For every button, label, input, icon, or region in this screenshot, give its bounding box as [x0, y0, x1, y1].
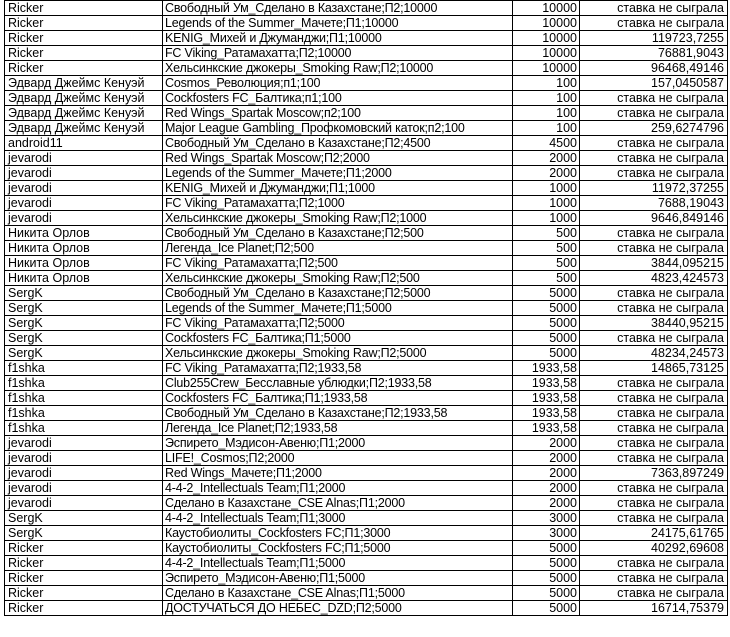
table-row	[5, 406, 728, 421]
bet-cell: Эспирето_Мэдисон-Авеню;П1;2000	[163, 436, 513, 451]
amount-cell: 500	[513, 271, 580, 286]
table-row	[5, 511, 728, 526]
result-cell: ставка не сыграла	[580, 571, 728, 586]
user-cell: Ricker	[5, 571, 163, 586]
bet-cell: FC Viking_Ратамахатта;П2;5000	[163, 316, 513, 331]
bet-cell: KENIG_Михей и Джуманджи;П1;10000	[163, 31, 513, 46]
user-cell: Никита Орлов	[5, 241, 163, 256]
user-cell: SergK	[5, 511, 163, 526]
table-row	[5, 301, 728, 316]
table-row	[5, 76, 728, 91]
table-row	[5, 271, 728, 286]
amount-cell: 5000	[513, 586, 580, 601]
table-row	[5, 346, 728, 361]
bet-cell: Major League Gambling_Профкомовский каток;п2;100	[163, 121, 513, 136]
user-cell: SergK	[5, 526, 163, 541]
table-row	[5, 526, 728, 541]
amount-cell: 500	[513, 256, 580, 271]
user-cell: jevarodi	[5, 496, 163, 511]
user-cell: Никита Орлов	[5, 271, 163, 286]
user-cell: f1shka	[5, 406, 163, 421]
user-cell: SergK	[5, 346, 163, 361]
result-cell: ставка не сыграла	[580, 376, 728, 391]
table-row	[5, 421, 728, 436]
table-row	[5, 31, 728, 46]
amount-cell: 10000	[513, 16, 580, 31]
bet-cell: Легенда_Ice Planet;П2;500	[163, 241, 513, 256]
user-cell: Эдвард Джеймс Кенуэй	[5, 106, 163, 121]
amount-cell: 5000	[513, 316, 580, 331]
amount-cell: 2000	[513, 481, 580, 496]
bet-cell: 4-4-2_Intellectuals Team;П1;2000	[163, 481, 513, 496]
result-cell: 24175,61765	[580, 526, 728, 541]
amount-cell: 1933,58	[513, 391, 580, 406]
table-row	[5, 226, 728, 241]
user-cell: jevarodi	[5, 211, 163, 226]
bet-cell: Cosmos_Революция;п1;100	[163, 76, 513, 91]
table-row	[5, 391, 728, 406]
amount-cell: 1933,58	[513, 406, 580, 421]
result-cell: ставка не сыграла	[580, 436, 728, 451]
bet-cell: Red Wings_Мачете;П1;2000	[163, 466, 513, 481]
amount-cell: 100	[513, 121, 580, 136]
bet-cell: FC Viking_Ратамахатта;П2;500	[163, 256, 513, 271]
amount-cell: 2000	[513, 466, 580, 481]
amount-cell: 1933,58	[513, 361, 580, 376]
table-row	[5, 541, 728, 556]
result-cell: ставка не сыграла	[580, 481, 728, 496]
user-cell: f1shka	[5, 421, 163, 436]
table-row	[5, 376, 728, 391]
user-cell: SergK	[5, 301, 163, 316]
bet-cell: FC Viking_Ратамахатта;П2;10000	[163, 46, 513, 61]
amount-cell: 5000	[513, 556, 580, 571]
user-cell: jevarodi	[5, 481, 163, 496]
amount-cell: 5000	[513, 301, 580, 316]
bet-cell: FC Viking_Ратамахатта;П2;1933,58	[163, 361, 513, 376]
table-row	[5, 451, 728, 466]
bet-cell: Сделано в Казахстане_CSE Alnas;П1;2000	[163, 496, 513, 511]
table-row	[5, 211, 728, 226]
amount-cell: 100	[513, 106, 580, 121]
result-cell: 119723,7255	[580, 31, 728, 46]
user-cell: Ricker	[5, 31, 163, 46]
user-cell: SergK	[5, 331, 163, 346]
table-row	[5, 316, 728, 331]
bet-cell: 4-4-2_Intellectuals Team;П1;3000	[163, 511, 513, 526]
bet-cell: Свободный Ум_Сделано в Казахстане;П2;5000	[163, 286, 513, 301]
amount-cell: 2000	[513, 166, 580, 181]
result-cell: ставка не сыграла	[580, 91, 728, 106]
user-cell: Никита Орлов	[5, 256, 163, 271]
amount-cell: 10000	[513, 46, 580, 61]
table-row	[5, 571, 728, 586]
result-cell: ставка не сыграла	[580, 421, 728, 436]
amount-cell: 4500	[513, 136, 580, 151]
user-cell: Эдвард Джеймс Кенуэй	[5, 121, 163, 136]
table-row	[5, 136, 728, 151]
user-cell: f1shka	[5, 391, 163, 406]
amount-cell: 10000	[513, 61, 580, 76]
result-cell: 7363,897249	[580, 466, 728, 481]
amount-cell: 3000	[513, 526, 580, 541]
table-row	[5, 196, 728, 211]
bet-cell: Легенда_Ice Planet;П2;1933,58	[163, 421, 513, 436]
user-cell: f1shka	[5, 361, 163, 376]
bet-cell: 4-4-2_Intellectuals Team;П1;5000	[163, 556, 513, 571]
table-row	[5, 121, 728, 136]
bet-cell: Свободный Ум_Сделано в Казахстане;П2;4500	[163, 136, 513, 151]
table-row	[5, 106, 728, 121]
amount-cell: 3000	[513, 511, 580, 526]
bet-cell: FC Viking_Ратамахатта;П2;1000	[163, 196, 513, 211]
result-cell: 11972,37255	[580, 181, 728, 196]
table-row	[5, 496, 728, 511]
result-cell: ставка не сыграла	[580, 241, 728, 256]
user-cell: Ricker	[5, 586, 163, 601]
user-cell: Эдвард Джеймс Кенуэй	[5, 76, 163, 91]
result-cell: 157,0450587	[580, 76, 728, 91]
table-row	[5, 166, 728, 181]
result-cell: ставка не сыграла	[580, 136, 728, 151]
bet-cell: Club255Crew_Бесславные ублюдки;П2;1933,58	[163, 376, 513, 391]
result-cell: 14865,73125	[580, 361, 728, 376]
user-cell: jevarodi	[5, 166, 163, 181]
table-row	[5, 286, 728, 301]
table-row	[5, 241, 728, 256]
amount-cell: 500	[513, 241, 580, 256]
result-cell: ставка не сыграла	[580, 451, 728, 466]
user-cell: jevarodi	[5, 466, 163, 481]
result-cell: ставка не сыграла	[580, 331, 728, 346]
table-row	[5, 256, 728, 271]
bet-cell: Каустобиолиты_Cockfosters FC;П1;3000	[163, 526, 513, 541]
result-cell: ставка не сыграла	[580, 151, 728, 166]
result-cell: ставка не сыграла	[580, 286, 728, 301]
amount-cell: 1000	[513, 211, 580, 226]
bet-cell: Свободный Ум_Сделано в Казахстане;П2;10000	[163, 1, 513, 16]
user-cell: Ricker	[5, 46, 163, 61]
user-cell: SergK	[5, 316, 163, 331]
table-row	[5, 586, 728, 601]
user-cell: jevarodi	[5, 181, 163, 196]
result-cell: 38440,95215	[580, 316, 728, 331]
bet-cell: Каустобиолиты_Cockfosters FC;П1;5000	[163, 541, 513, 556]
amount-cell: 2000	[513, 151, 580, 166]
table-row	[5, 436, 728, 451]
bet-cell: Эспирето_Мэдисон-Авеню;П1;5000	[163, 571, 513, 586]
result-cell: ставка не сыграла	[580, 511, 728, 526]
amount-cell: 2000	[513, 496, 580, 511]
result-cell: ставка не сыграла	[580, 226, 728, 241]
amount-cell: 5000	[513, 346, 580, 361]
result-cell: 16714,75379	[580, 601, 728, 616]
table-row	[5, 61, 728, 76]
user-cell: Ricker	[5, 556, 163, 571]
bet-cell: Сделано в Казахстане_CSE Alnas;П1;5000	[163, 586, 513, 601]
amount-cell: 5000	[513, 541, 580, 556]
amount-cell: 5000	[513, 571, 580, 586]
amount-cell: 2000	[513, 436, 580, 451]
user-cell: Эдвард Джеймс Кенуэй	[5, 91, 163, 106]
table-row	[5, 1, 728, 16]
bet-cell: KENIG_Михей и Джуманджи;П1;1000	[163, 181, 513, 196]
table-row	[5, 331, 728, 346]
amount-cell: 1000	[513, 181, 580, 196]
bet-cell: Cockfosters FC_Балтика;П1;5000	[163, 331, 513, 346]
result-cell: ставка не сыграла	[580, 301, 728, 316]
amount-cell: 500	[513, 226, 580, 241]
table-row	[5, 46, 728, 61]
result-cell: 259,6274796	[580, 121, 728, 136]
bet-cell: Хельсинкские джокеры_Smoking Raw;П2;5000	[163, 346, 513, 361]
result-cell: ставка не сыграла	[580, 1, 728, 16]
bets-table-body	[5, 1, 728, 616]
amount-cell: 1000	[513, 196, 580, 211]
user-cell: jevarodi	[5, 196, 163, 211]
table-row	[5, 151, 728, 166]
user-cell: f1shka	[5, 376, 163, 391]
amount-cell: 100	[513, 91, 580, 106]
result-cell: ставка не сыграла	[580, 166, 728, 181]
table-row	[5, 16, 728, 31]
result-cell: ставка не сыграла	[580, 406, 728, 421]
result-cell: 40292,69608	[580, 541, 728, 556]
table-row	[5, 466, 728, 481]
bet-cell: Cockfosters FC_Балтика;П1;1933,58	[163, 391, 513, 406]
bets-table	[4, 0, 728, 616]
result-cell: ставка не сыграла	[580, 556, 728, 571]
user-cell: android11	[5, 136, 163, 151]
table-row	[5, 361, 728, 376]
amount-cell: 1933,58	[513, 376, 580, 391]
user-cell: Ricker	[5, 16, 163, 31]
user-cell: Ricker	[5, 1, 163, 16]
amount-cell: 5000	[513, 331, 580, 346]
bet-cell: Cockfosters FC_Балтика;п1;100	[163, 91, 513, 106]
result-cell: ставка не сыграла	[580, 391, 728, 406]
result-cell: ставка не сыграла	[580, 496, 728, 511]
bet-cell: ДОСТУЧАТЬСЯ ДО НЕБЕС_DZD;П2;5000	[163, 601, 513, 616]
result-cell: 7688,19043	[580, 196, 728, 211]
amount-cell: 1933,58	[513, 421, 580, 436]
user-cell: jevarodi	[5, 436, 163, 451]
table-row	[5, 181, 728, 196]
bet-cell: Legends of the Summer_Мачете;П1;10000	[163, 16, 513, 31]
bet-cell: Red Wings_Spartak Moscow;п2;100	[163, 106, 513, 121]
table-row	[5, 481, 728, 496]
bet-cell: LIFE!_Cosmos;П2;2000	[163, 451, 513, 466]
user-cell: Ricker	[5, 61, 163, 76]
result-cell: 96468,49146	[580, 61, 728, 76]
user-cell: Никита Орлов	[5, 226, 163, 241]
result-cell: 48234,24573	[580, 346, 728, 361]
bet-cell: Свободный Ум_Сделано в Казахстане;П2;500	[163, 226, 513, 241]
user-cell: jevarodi	[5, 151, 163, 166]
table-row	[5, 556, 728, 571]
amount-cell: 5000	[513, 601, 580, 616]
amount-cell: 10000	[513, 1, 580, 16]
bet-cell: Свободный Ум_Сделано в Казахстане;П2;1933,58	[163, 406, 513, 421]
result-cell: ставка не сыграла	[580, 586, 728, 601]
bet-cell: Red Wings_Spartak Moscow;П2;2000	[163, 151, 513, 166]
amount-cell: 2000	[513, 451, 580, 466]
amount-cell: 100	[513, 76, 580, 91]
result-cell: 9646,849146	[580, 211, 728, 226]
result-cell: ставка не сыграла	[580, 106, 728, 121]
amount-cell: 5000	[513, 286, 580, 301]
bet-cell: Хельсинкские джокеры_Smoking Raw;П2;500	[163, 271, 513, 286]
bet-cell: Хельсинкские джокеры_Smoking Raw;П2;10000	[163, 61, 513, 76]
user-cell: Ricker	[5, 541, 163, 556]
user-cell: Ricker	[5, 601, 163, 616]
result-cell: 4823,424573	[580, 271, 728, 286]
table-row	[5, 91, 728, 106]
bet-cell: Legends of the Summer_Мачете;П1;2000	[163, 166, 513, 181]
user-cell: jevarodi	[5, 451, 163, 466]
user-cell: SergK	[5, 286, 163, 301]
table-row	[5, 601, 728, 616]
result-cell: ставка не сыграла	[580, 16, 728, 31]
result-cell: 76881,9043	[580, 46, 728, 61]
result-cell: 3844,095215	[580, 256, 728, 271]
bet-cell: Хельсинкские джокеры_Smoking Raw;П2;1000	[163, 211, 513, 226]
bet-cell: Legends of the Summer_Мачете;П1;5000	[163, 301, 513, 316]
amount-cell: 10000	[513, 31, 580, 46]
